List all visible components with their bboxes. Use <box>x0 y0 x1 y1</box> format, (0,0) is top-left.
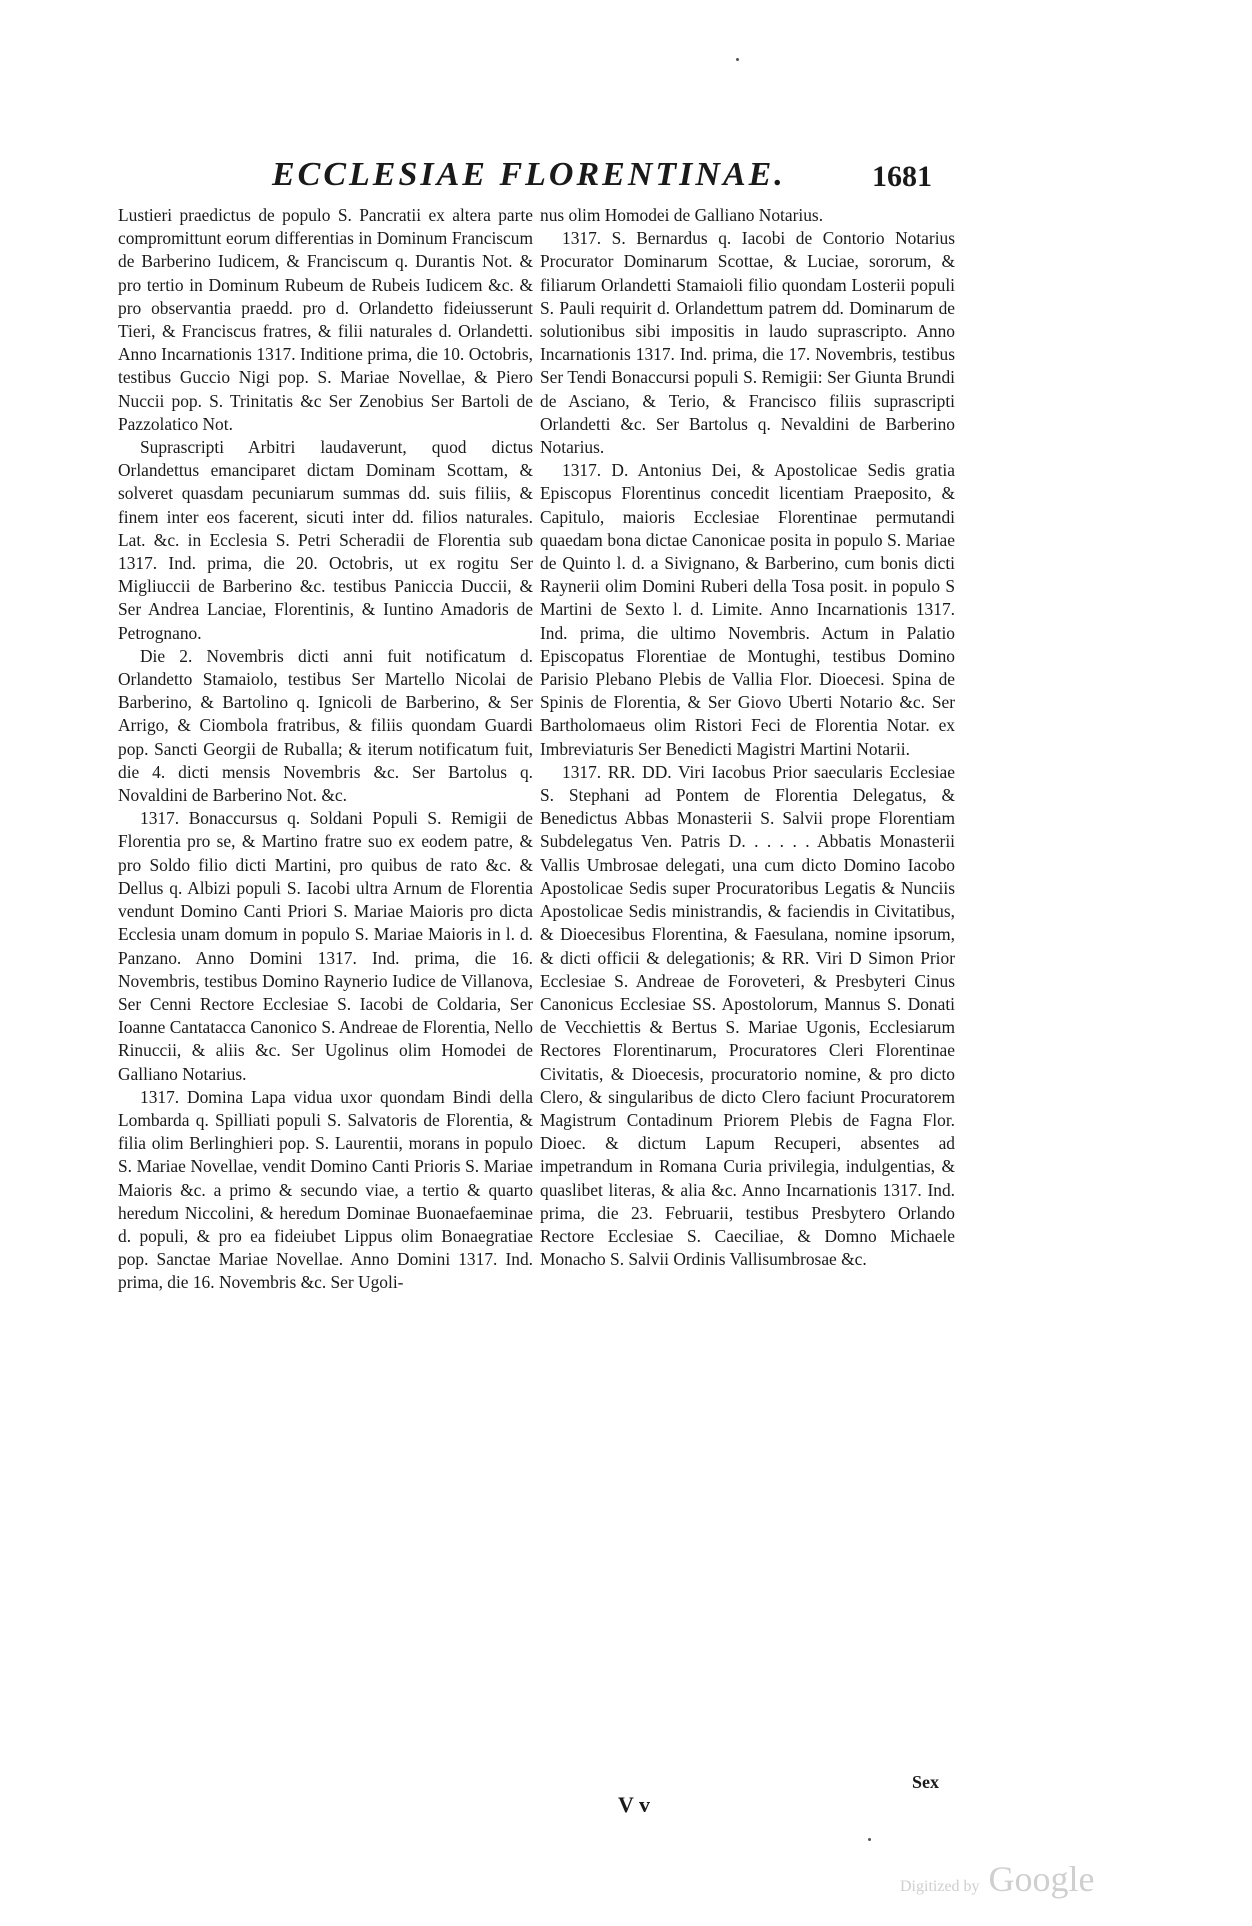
paragraph: nus olim Homodei de Galliano Notarius. <box>540 205 824 225</box>
running-title: ECCLESIAE FLORENTINAE. <box>272 156 786 193</box>
paragraph: 1317. S. Bernardus q. Iacobi de Contorio Notarius Procurator Dominarum Scottae, & Luciae, sororum, & filiarum Orlandetti Stamaioli filio quondam Losterii populi S. Pauli requirit d. Orlandettum patrem dd. Dominarum de solutionibus sibi impositis in laudo suprascripto. Anno Incarnationis 1317. Ind. prima, die 17. Novembris, testibus Ser Tendi Bonaccursi populi S. Remigii: Ser Giunta Brundi de Ascianο, & Terio, & Francisco filiis suprascripti Orlandetti &c. Ser Bartolus q. Nevaldini de Barberino Notarius. <box>540 228 955 458</box>
page-number: 1681 <box>872 160 932 193</box>
paragraph: Suprascripti Arbitri laudaverunt, quod dictus Orlandettus emanciparet dictam Dominam Scottam, & solveret quasdam pecuniarum summas dd. suis filiis, & finem inter eos facerent, sicuti inter dd. filios naturales. Lat. &c. in Ecclesia S. Petri Scheradii de Florentia sub 1317. Ind. prima, die 20. Octobris, ut ex rogitu Ser Migliuccii de Barberino &c. testibus Paniccia Duccii, & Ser Andrea Lanciae, Florentinis, & Iuntino Amadoris de Petrognano. <box>118 437 533 643</box>
left-column <box>118 204 533 1295</box>
digitization-watermark <box>900 1858 1095 1900</box>
catchword: Sex <box>912 1772 939 1792</box>
scan-speck <box>868 1838 871 1841</box>
paragraph: 1317. RR. DD. Viri Iacobus Prior saecularis Ecclesiae S. Stephani ad Pontem de Florentia Delegatus, & Benedictus Abbas Monasterii S. Salvii prope Florentiam Subdelegatus Ven. Patris D. . . . . . Abbatis Monasterii Vallis Umbrosae delegati, una cum dicto Domino Iacobo Apostolicae Sedis super Procuratoribus Legatis & Nunciis Apostolicae Sedis ministrandis, & faciendis in Civitatibus, & Dioecesibus Florentina, & Faesulana, nomine ipsorum, & dicti officii & delegationis; & RR. Viri D Simon Prior Ecclesiae S. Andreae de Foroveteri, & Presbyteri Cinus Canonicus Ecclesiae SS. Apostolorum, Mannus S. Donati de Vecchiettis & Bertus S. Mariae Ugonis, Ecclesiarum Rectores Florentinarum, Procuratores Cleri Florentinae Civitatis, & Dioecesis, procuratorio nomine, & pro dicto Clero, & singularibus de dicto Clero faciunt Procuratorem Magistrum Contadinum Priorem Plebis de Fagna Flor. Dioec. & dictum Lapum Recuperi, absentes ad impetrandum in Romana Curia privilegia, indulgentias, & quaslibet literas, & alia &c. Anno Incarnationis 1317. Ind. prima, die 23. Februarii, testibus Presbytero Orlando Rectore Ecclesiae S. Caeciliae, & Domno Michaele Monacho S. Salvii Ordinis Vallisumbrosae &c. <box>540 761 955 1270</box>
paragraph: 1317. D. Antonius Dei, & Apostolicae Sedis gratia Episcopus Florentinus concedit licentiam Praeposito, & Capitulo, maioris Ecclesiae Florentinae permutandi quaedam bona dictae Canonicae posita in populo S. Mariae de Quinto l. d. a Sivignano, & Barberino, cum bonis dicti Raynerii olim Domini Ruberi della Tosa posit. in populo S Martini de Sexto l. d. Limite. Anno Incarnationis 1317. Ind. prima, die ultimo Novembris. Actum in Palatio Episcopatus Florentiae de Montughi, testibus Domino Parisio Plebano Plebis de Vallia Flor. Dioecesi. Spina de Spinis de Florentia, & Ser Giovo Uberti Notario &c. Ser Bartholomaeus olim Ristori Feci de Florentia Notar. ex Imbreviaturis Ser Benedicti Magistri Martini Notarii. <box>540 460 955 759</box>
watermark-prefix: Digitized by <box>900 1878 980 1895</box>
scan-speck <box>736 58 739 61</box>
paragraph: Lustieri praedictus de populo S. Pancratii ex altera parte compromittunt eorum differentias in Dominum Franciscum de Barberino Iudicem, & Franciscum q. Durantis Not. & pro tertio in Dominum Rubeum de Rubeis Iudicem &c. & pro observantia praedd. pro d. Orlandetto fideiusserunt Tieri, & Franciscus fratres, & filii naturales d. Orlandetti. Anno Incarnationis 1317. Inditione prima, die 10. Octobris, testibus Guccio Nigi pop. S. Mariae Novellae, & Piero Nuccii pop. S. Trinitatis &c Ser Zenobius Ser Bartoli de Pazzolatico Not. <box>118 205 533 434</box>
paragraph: Die 2. Novembris dicti anni fuit notificatum d. Orlandetto Stamaiolo, testibus Ser Martello Nicolai de Barberino, & Bartolino q. Ignicoli de Barberino, & Ser Arrigo, & Ciombola fratribus, & filiis quondam Guardi pop. Sancti Georgii de Ruballa; & iterum notificatum fuit, die 4. dicti mensis Novembris &c. Ser Bartolus q. Novaldini de Barberino Not. &c. <box>118 645 533 806</box>
paragraph: 1317. Domina Lapa vidua uxor quondam Bindi della Lombarda q. Spilliati populi S. Salvatoris de Florentia, & filia olim Berlinghieri pop. S. Laurentii, morans in populo S. Mariae Novellae, vendit Domino Canti Prioris S. Mariae Maioris &c. a primo & secundo viae, a tertio & quarto heredum Niccolini, & heredum Dominae Buonaefaeminae d. populi, & pro ea fideiubet Lippus olim Bonaegratiae pop. Sanctae Mariae Novellae. Anno Domini 1317. Ind. prima, die 16. Novembris &c. Ser Ugoli- <box>118 1086 533 1293</box>
right-column <box>540 204 955 1271</box>
paragraph: 1317. Bonaccursus q. Soldani Populi S. Remigii de Florentia pro se, & Martino fratre suo ex eodem patre, & pro Soldo filio dicti Martini, pro quibus de rato &c. & Dellus q. Albizi populi S. Iacobi ultra Arnum de Florentia vendunt Domino Canti Priori S. Mariae Maioris pro dicta Ecclesia unam domum in populo S. Mariae Maioris in l. d. Panzano. Anno Domini 1317. Ind. prima, die 16. Novembris, testibus Domino Raynerio Iudice de Villanova, Ser Cenni Rectore Ecclesiae S. Iacobi de Coldaria, Ser Ioanne Cantatacca Canonico S. Andreae de Florentia, Nello Rinuccii, & aliis &c. Ser Ugolinus olim Homodei de Galliano Notarius. <box>118 808 533 1084</box>
signature-mark: V v <box>618 1792 650 1817</box>
watermark-brand: Google <box>988 1859 1095 1899</box>
